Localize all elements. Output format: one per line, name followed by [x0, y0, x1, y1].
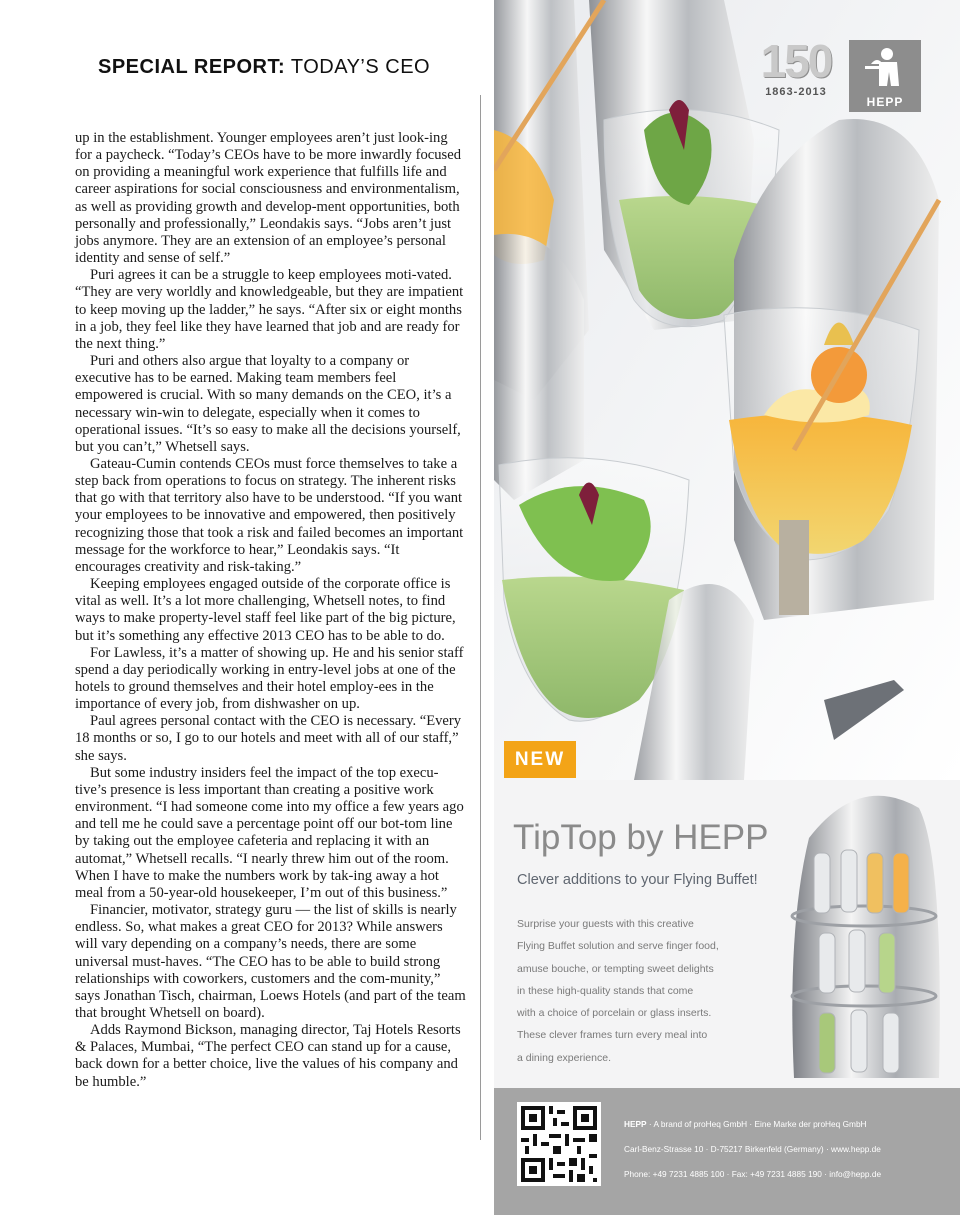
article-paragraph: Puri agrees it can be a struggle to keep employees moti-vated. “They are very worldly and knowledgeable, but they are impatient to keep moving up the ladder,” he says. “After six or eight months in a job, they feel like they have learned that job and are ready for the next thing.”	[75, 267, 464, 352]
anniversary-number: 150	[760, 35, 832, 87]
contact-info	[624, 1112, 954, 1187]
ad-description-line: Surprise your guests with this creative	[517, 918, 694, 930]
column-divider	[480, 95, 481, 1140]
footer-line-contact: Phone: +49 7231 4885 100 · Fax: +49 7231 4885 190 · info@hepp.de	[624, 1169, 882, 1179]
article-paragraph: But some industry insiders feel the impact of the top execu-tive’s presence is less important than creating a positive work environment. “I had someone come into my office a few years ago and tell me he could save a percentage point off our bot-tom line by taking out the employee cafeteria and replacing it with an automat,” Whetsell recalls. “I nearly threw him out of the room. When I have to make the numbers work by tak-ing away a hot meal from a 50-year-old housekeeper, I’m out of this business.”	[75, 764, 464, 901]
section-header	[98, 56, 478, 79]
footer-line-address: Carl-Benz-Strasse 10 · D-75217 Birkenfeld (Germany) · www.hepp.de	[624, 1144, 881, 1154]
ad-description	[517, 913, 777, 1069]
ad-description-line: a dining experience.	[517, 1051, 611, 1064]
article-paragraph: Keeping employees engaged outside of the corporate office is vital as well. It’s a lot more challenging, Whetsell notes, to find ways to make property-level staff feel like part of the big picture, but it’s something any effective 2013 CEO has to be able to do.	[75, 576, 456, 644]
article-paragraph: Gateau-Cumin contends CEOs must force themselves to take a step back from operations to focus on strategy. The inherent risks that go with that territory also have to be understood. “If you want your employees to be innovative and empowered, then positively recognizing those that took a risk and failed becomes an important message for the workforce to hear,” Leondakis says. “It encourages creativity and risk-taking.”	[75, 455, 464, 575]
logo-text: HEPP	[866, 95, 904, 109]
article-paragraph: Financier, motivator, strategy guru — the list of skills is nearly endless. So, what makes a great CEO for 2013? While answers will vary depending on a company’s needs, there are some universal must-haves. “The CEO has to be able to build strong relationships with coworkers, customers and the com-munity,” says Jonathan Tisch, chairman, Loews Hotels (and part of the team that brought Whetsell on board).	[75, 902, 466, 1021]
ad-description-line: in these high-quality stands that come	[517, 984, 694, 997]
product-photo	[494, 0, 960, 780]
ad-title: TipTop by HEPP	[513, 818, 769, 857]
waiter-icon	[849, 40, 921, 96]
ad-description-line: with a choice of porcelain or glass inserts.	[517, 1007, 712, 1020]
article-paragraph: up in the establishment. Younger employees aren’t just look-ing for a paycheck. “Today’s CEOs have to be more inwardly focused on providing a meaningful work experience that fulfills life and career aspirations for social consciousness and environmentalism, as well as providing growth and develop-ment opportunities, both personally and professionally,” Leondakis says. “Jobs aren’t just jobs anymore. They are an extension of an employee’s personal identity and sense of self.”	[75, 130, 461, 267]
hepp-logo	[849, 40, 921, 112]
ad-description-line: Flying Buffet solution and serve finger food,	[517, 940, 719, 953]
anniversary-years: 1863-2013	[765, 86, 827, 98]
article-paragraph: For Lawless, it’s a matter of showing up. He and his senior staff spend a day periodically working in entry-level jobs at one of the hotels to ground themselves and their hotel employ-ees in the importance of every job, from dishwasher on up.	[75, 644, 464, 713]
ad-footer	[494, 1088, 960, 1215]
new-badge: NEW	[504, 741, 576, 778]
article-paragraph: Adds Raymond Bickson, managing director, Taj Hotels Resorts & Palaces, Mumbai, “The perfect CEO can stand up for a cause, back down for a better choice, live the values of his company and be humble.”	[75, 1022, 461, 1090]
ad-description-line: These clever frames turn every meal into	[517, 1029, 708, 1042]
section-header-title: TODAY’S CEO	[285, 56, 431, 78]
ad-description-line: amuse bouche, or tempting sweet delights	[517, 962, 714, 975]
article-paragraph: Puri and others also argue that loyalty to a company or executive has to be earned. Making team members feel empowered is crucial. With so many demands on the CEO, it’s a necessary win-win to delegate, especially when it comes to operational issues. “It’s so easy to make all the decisions yourself, but you can’t,” Whetsell says.	[75, 353, 461, 455]
footer-line-brand	[624, 1112, 954, 1137]
anniversary-mark	[756, 36, 836, 98]
section-header-bold: SPECIAL REPORT:	[98, 56, 286, 78]
ad-subtitle: Clever additions to your Flying Buffet!	[517, 872, 758, 888]
article-body	[75, 130, 467, 1091]
article-paragraph: Paul agrees personal contact with the CEO is necessary. “Every 18 months or so, I go to our hotels and meet with all of our staff,” she says.	[75, 713, 462, 764]
footer-brand-tagline: · A brand of proHeq GmbH · Eine Marke der proHeq GmbH	[646, 1119, 867, 1129]
tiptop-stand-image	[779, 778, 949, 1093]
footer-brand: HEPP	[624, 1119, 647, 1129]
qr-code-icon	[517, 1102, 601, 1186]
hepp-advertisement	[494, 0, 960, 1215]
